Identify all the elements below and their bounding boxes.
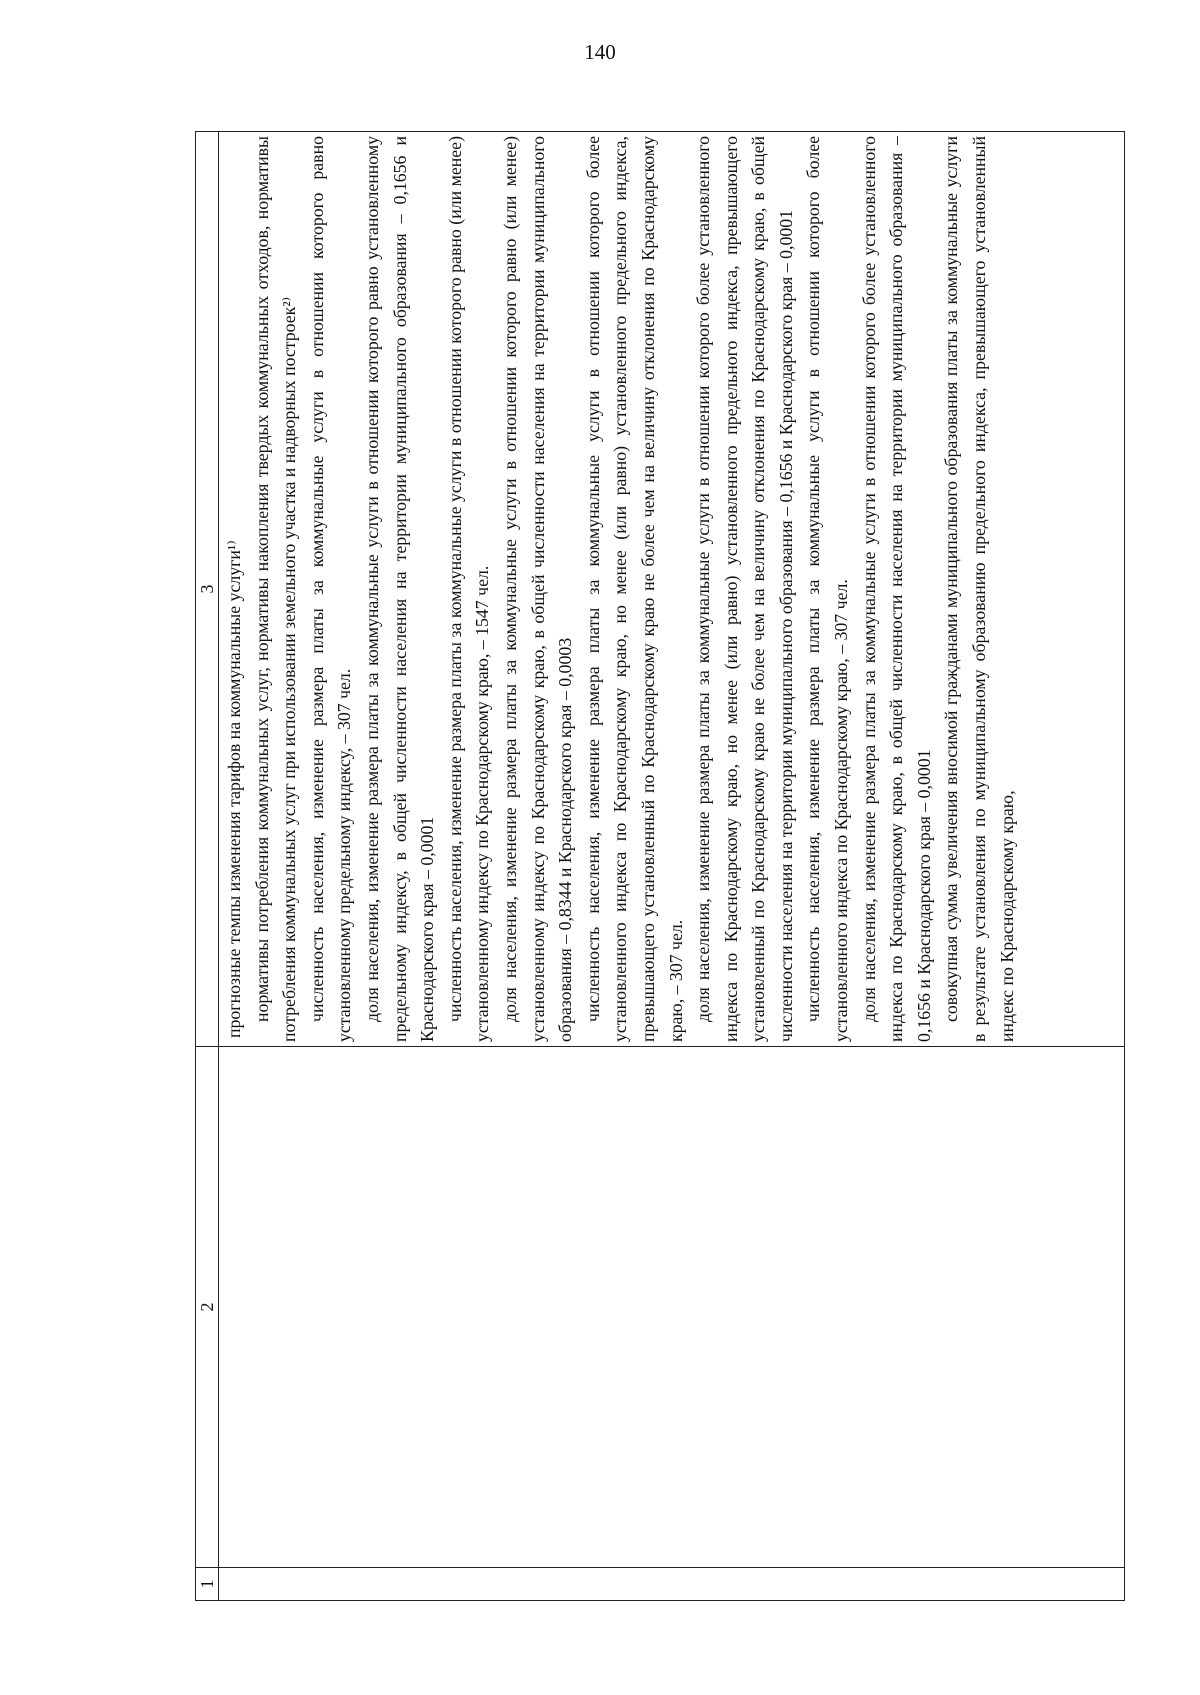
header-col-3: 3 <box>196 132 219 1047</box>
cell-col-1 <box>219 1568 1125 1601</box>
paragraph: совокупная сумма увеличения вносимой гражданами муниципального образования платы за коммунальные услуги в результате установления по муниципальному образованию предельного индекса, превышающего установленный индекс по Краснодарскому краю, <box>941 136 1017 1042</box>
paragraph: численность населения, изменение размера платы за коммунальные услуги в отношении которого равно (или менее) установленному индексу по Краснодарскому краю, – 1547 чел. <box>444 136 493 1042</box>
paragraph: нормативы потребления коммунальных услуг, нормативы накопления твердых коммунальных отходов, нормативы потребления коммунальных услуг при использовании земельного участка и надворных построек²⁾ <box>251 136 300 1042</box>
paragraph: доля населения, изменение размера платы за коммунальные услуги в отношении которого равно установленному предельному индексу, в общей численности населения на территории муниципального образования – 0,1656 и Краснодарского края – 0,0001 <box>361 136 438 1042</box>
data-table <box>195 131 1125 1601</box>
paragraph: доля населения, изменение размера платы за коммунальные услуги в отношении которого более установленного индекса по Краснодарскому краю, но менее (или равно) установленного предельного индекса, превышающего установленный по Краснодарскому краю не более чем на величину отклонения по Краснодарскому краю, в общей численности населения на территории муниципального образования – 0,1656 и Краснодарского края – 0,0001 <box>693 136 796 1042</box>
rotated-table-container <box>195 131 1125 1601</box>
paragraph: численность населения, изменение размера платы за коммунальные услуги в отношении которого более установленного индекса по Краснодарскому краю, – 307 чел. <box>803 136 852 1042</box>
table-header-row <box>196 132 219 1601</box>
col-3-text <box>221 136 1021 1042</box>
table-body-row <box>219 132 1125 1601</box>
paragraph: доля населения, изменение размера платы за коммунальные услуги в отношении которого более установленного индекса по Краснодарскому краю, в общей численности населения на территории муниципального образования – 0,1656 и Краснодарского края – 0,0001 <box>858 136 934 1042</box>
header-col-1: 1 <box>196 1568 219 1601</box>
page-number: 140 <box>584 40 616 64</box>
header-col-2: 2 <box>196 1047 219 1568</box>
paragraph: доля населения, изменение размера платы за коммунальные услуги в отношении которого равно (или менее) установленному индексу по Краснодарскому краю, в общей численности населения на территории муниципального образования – 0,8344 и Краснодарского края – 0,0003 <box>499 136 576 1042</box>
cell-col-3 <box>219 132 1125 1047</box>
paragraph: численность населения, изменение размера платы за коммунальные услуги в отношении которого равно установленному предельному индексу, – 307 чел. <box>306 136 355 1042</box>
paragraph: прогнозные темпы изменения тарифов на коммунальные услуги¹⁾ <box>224 540 244 1038</box>
paragraph: численность населения, изменение размера платы за коммунальные услуги в отношении которого более установленного индекса по Краснодарскому краю, но менее (или равно) установленного предельного индекса, превышающего установленный по Краснодарскому краю не более чем на величину отклонения по Краснодарскому краю, – 307 чел. <box>582 136 686 1042</box>
cell-col-2 <box>219 1047 1125 1568</box>
